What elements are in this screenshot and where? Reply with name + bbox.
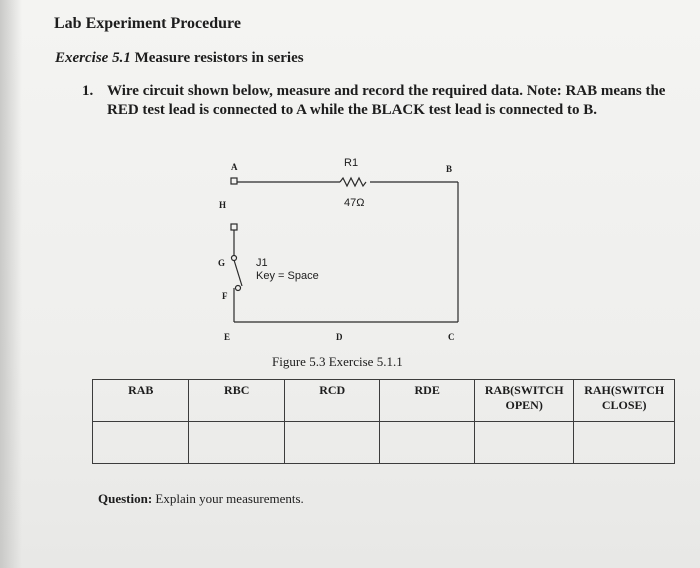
step-text: Wire circuit shown below, measure and record the required data. Note: RAB means the RED test lead is connected to A while the BLACK test lead is connected to B. [107, 83, 666, 118]
cell-rcd[interactable] [284, 422, 379, 464]
question-text: Explain your measurements. [152, 491, 304, 506]
switch-j1-blade [234, 260, 242, 286]
cell-rah-switch-close[interactable] [574, 422, 675, 464]
measurement-table [92, 379, 675, 464]
point-a-label: A [231, 162, 238, 172]
header-rcd: RCD [284, 380, 379, 422]
table-header-row [93, 380, 675, 422]
switch-name: J1 [256, 257, 268, 269]
point-h-label: H [219, 200, 227, 210]
switch-key: Key = Space [256, 270, 319, 282]
terminal-h [231, 224, 237, 230]
header-rab-switch-open: RAB(SWITCH OPEN) [474, 380, 574, 422]
header-rah-switch-close: RAH(SWITCH CLOSE) [574, 380, 675, 422]
switch-pivot [232, 256, 237, 261]
point-e-label: E [224, 332, 231, 342]
switch-contact [236, 286, 241, 291]
header-rbc: RBC [189, 380, 284, 422]
question-label: Question: [98, 491, 153, 506]
page-heading: Lab Experiment Procedure [54, 15, 241, 32]
cell-rbc[interactable] [189, 422, 284, 464]
exercise-title: Exercise 5.1 Measure resistors in series [55, 50, 304, 66]
point-d-label: D [336, 332, 343, 342]
resistor-value: 47Ω [344, 197, 365, 209]
point-b-label: B [446, 164, 453, 174]
point-c-label: C [448, 332, 455, 342]
step-number: 1. [82, 83, 94, 99]
cell-rde[interactable] [380, 422, 474, 464]
cell-rab-switch-open[interactable] [474, 422, 574, 464]
header-rab: RAB [93, 380, 189, 422]
terminal-a [231, 178, 237, 184]
resistor-name: R1 [344, 157, 359, 169]
header-rde: RDE [380, 380, 474, 422]
point-g-label: G [218, 258, 226, 268]
question-prompt [98, 491, 304, 507]
table-row [93, 422, 675, 464]
figure-caption: Figure 5.3 Exercise 5.1.1 [272, 354, 403, 369]
resistor-r1-symbol [340, 178, 366, 186]
point-f-label: F [222, 291, 228, 301]
cell-rab[interactable] [93, 422, 189, 464]
